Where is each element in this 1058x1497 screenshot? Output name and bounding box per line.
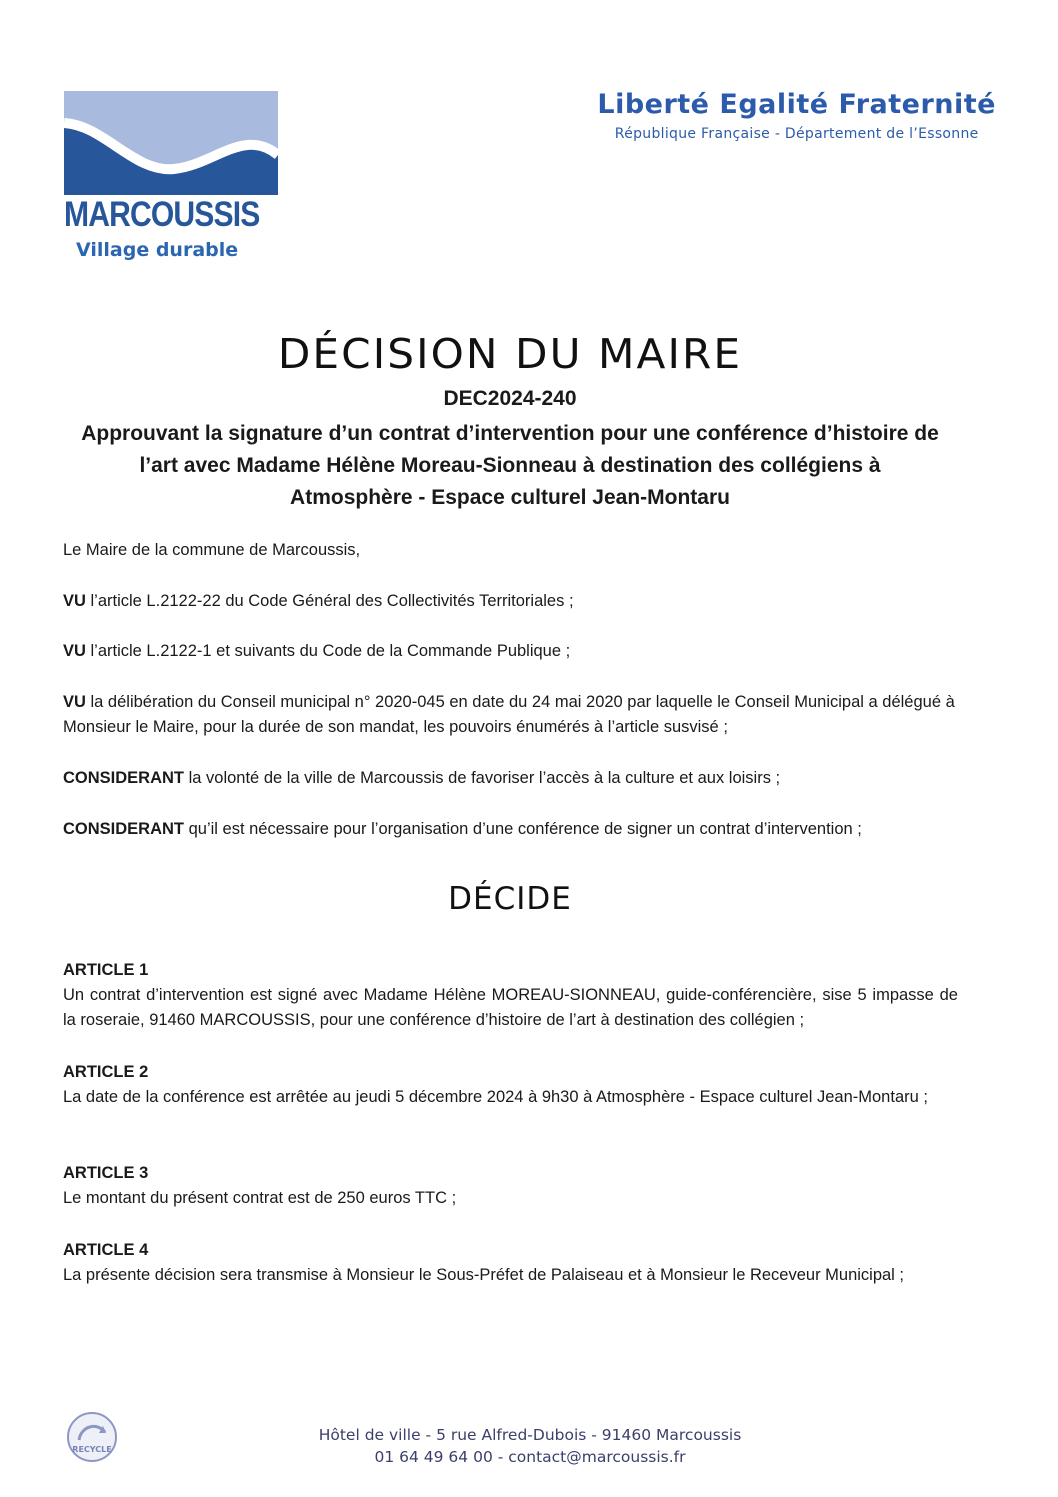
consideration-text: la délibération du Conseil municipal n° 2020-045 en date du 24 mai 2020 par laquelle le Conseil Municipal a délégué à Monsieur le Maire, pour la durée de son mandat, les pouvoirs énumérés à l’article susvisé ; — [63, 693, 955, 736]
consideration-text: qu’il est nécessaire pour l’organisation d’une conférence de signer un contrat d’intervention ; — [184, 820, 862, 838]
consideration-text: l’article L.2122-1 et suivants du Code de la Commande Publique ; — [85, 642, 571, 660]
republic-department: République Française - Département de l’Essonne — [614, 126, 979, 142]
consideration-paragraph — [63, 639, 958, 664]
subject-line: Atmosphère - Espace culturel Jean-Montaru — [290, 486, 730, 509]
article-text: Le montant du présent contrat est de 250 euros TTC ; — [63, 1189, 457, 1207]
marcoussis-logo — [64, 91, 278, 266]
subject-line: Approuvant la signature d’un contrat d’intervention pour une conférence d’histoire de — [81, 422, 939, 445]
document-title: DÉCISION DU MAIRE — [277, 330, 743, 378]
decide-heading: DÉCIDE — [448, 881, 572, 917]
decision-reference: DEC2024-240 — [443, 387, 577, 410]
consideration-paragraph — [63, 589, 958, 614]
republic-motto: Liberté Egalité Fraternité — [597, 89, 996, 120]
article-block — [63, 1238, 958, 1288]
article-heading: ARTICLE 2 — [63, 1063, 149, 1081]
article-block — [63, 1161, 958, 1211]
consideration-keyword: VU — [63, 642, 86, 660]
logo-tagline: Village durable — [76, 239, 239, 261]
recycled-paper-icon — [63, 1410, 121, 1464]
consideration-text: l’article L.2122-22 du Code Général des Collectivités Territoriales ; — [85, 592, 574, 610]
consideration-text: la volonté de la ville de Marcoussis de favoriser l’accès à la culture et aux loisirs ; — [184, 769, 781, 787]
consideration-paragraph — [63, 690, 958, 740]
article-heading: ARTICLE 1 — [63, 961, 149, 979]
footer — [200, 1424, 860, 1468]
consideration-paragraph — [63, 817, 958, 842]
article-block — [63, 958, 958, 1033]
consideration-keyword: VU — [63, 592, 86, 610]
republic-header — [597, 86, 996, 144]
consideration-keyword: CONSIDERANT — [63, 769, 185, 787]
article-block — [63, 1060, 958, 1110]
consideration-paragraph — [63, 766, 958, 791]
article-text: Un contrat d’intervention est signé avec Madame Hélène MOREAU-SIONNEAU, guide-conférencière, sise 5 impasse de la roseraie, 91460 MARCOUSSIS, pour une conférence d’histoire de l’art à destination des collégien ; — [63, 986, 958, 1029]
recycle-label: RECYCLE — [72, 1445, 112, 1454]
article-text: La date de la conférence est arrêtée au jeudi 5 décembre 2024 à 9h30 à Atmosphère - Espace culturel Jean-Montaru ; — [63, 1088, 928, 1106]
article-heading: ARTICLE 4 — [63, 1241, 149, 1259]
intro-paragraph: Le Maire de la commune de Marcoussis, — [63, 541, 361, 559]
footer-address: Hôtel de ville - 5 rue Alfred-Dubois - 91460 Marcoussis — [318, 1426, 742, 1444]
subject-line: l’art avec Madame Hélène Moreau-Sionneau à destination des collégiens à — [139, 454, 881, 477]
logo-name: MARCOUSSIS — [64, 195, 260, 234]
article-heading: ARTICLE 3 — [63, 1164, 149, 1182]
decision-subject — [50, 418, 970, 514]
consideration-keyword: VU — [63, 693, 86, 711]
wave-emblem-icon — [64, 91, 278, 195]
consideration-keyword: CONSIDERANT — [63, 820, 185, 838]
article-text: La présente décision sera transmise à Monsieur le Sous-Préfet de Palaiseau et à Monsieur le Receveur Municipal ; — [63, 1266, 905, 1284]
footer-contact: 01 64 49 64 00 - contact@marcoussis.fr — [374, 1448, 686, 1466]
